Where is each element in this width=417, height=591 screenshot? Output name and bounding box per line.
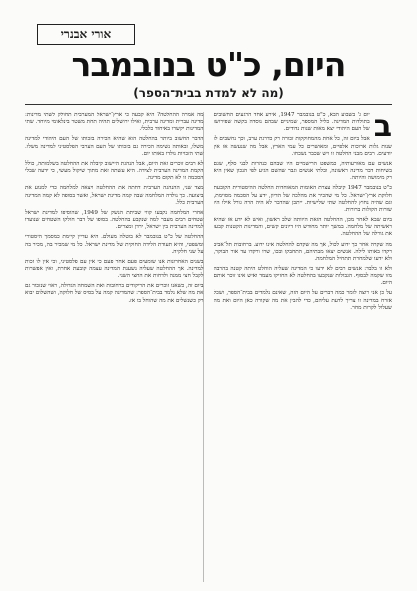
column-left	[25, 112, 204, 582]
article-subtitle: (מה לא למדת בבית־הספר)	[133, 86, 284, 100]
drop-cap: ב	[373, 112, 392, 144]
paragraph: מה שקרה אחר כך ידוע לכול, אך מה שקדם להחלטה אינו ידוע. ברחובות תל־אביב רקדו באותו לילה. אנשים יצאו מבתיהם, התחבקו ובכו, שרו ורקדו עד אור הבוקר, ולא ידעו שלמחרת תתחיל המלחמה.	[213, 241, 392, 262]
author-byline: אורי אבנרי	[37, 24, 135, 45]
paragraph: כ"ט בנובמבר 1947 קיבלה עצרת האומות המאוחדות החלטה ההיסטורית הקובעת חלוקת ארץ־ישראל. כל מי שהכיר את מהלכה של הדיון, ידע על הסכמה מסוימת, וגם שהיה נחוץ להחלטה שתי שלישיות. ייתכן שהדבר לא היה הרה גורל אילו היו שורות הקולות ברורות.	[213, 185, 392, 213]
paragraph: ההחלטה של כ"ט בנובמבר לא בוטלה מעולם. היא עדיין קיימת כמסמך היסטורי ומשפטי, והיא תעודת הלידה החוקית של מדינת ישראל. כל מי שמכיר בה, מכיר בה על שני חלקיה.	[25, 234, 204, 255]
paragraph: אבל ביום זה, כל אחת מהמחוקקות זכורה רק כדרגת ערב, וכך נחשבים לו שנות גלות ארוכות אלפיים, ומאושרים כל עמי הארץ, אבל מה שנעשה אז אין יודעים. רבים מבני החלטה זו ויש שכבר נשכחו.	[213, 136, 392, 157]
headline-rule	[25, 104, 392, 105]
paragraph: לא רבים זוכרים זאת היום, אבל הנהגת היישוב קיבלה את ההחלטה בשלמותה, כולל הקמת המדינה הערבית לצידה. היא עשתה זאת מתוך שיקול מעשי, כי ידעה שבלי הסכמה זו לא תקום מדינה.	[25, 160, 204, 182]
paragraph: יום ג' בשבוע הבא, כ"ט בנובמבר 1947, אירע אחד הרגעים החשובים בתולדות המדינה. כליל המספר, שמיניים שבהם נוסדה בקשה שפירושו של העם היהודי יצא מאות שנות נדודים.	[213, 112, 370, 133]
paragraph: אנשים עם מאורעותיה, כמשפט הרישמיים היו שבהם כנהרות לבני סלף, שגם בשיחות דבר מדינה ראשונה, ובלתי אנשים וגבר שהשם הגיע לפי הנכון שאין היא רק מימושה והיותה.	[213, 160, 392, 182]
paragraph: הדבר החשוב ביותר בהחלטה הוא שהיא הכירה בזכותו של העם היהודי למדינה משלו, ובאותה נשימה הכירה גם בזכותו של העם הערבי הפלסטיני למדינה משלו. שתי הזכויות נולדו באותו יום.	[25, 136, 204, 157]
paragraph: אחרי המלחמה נקבעו קווי שביתת הנשק של 1949, שהוסיפו למדינת ישראל שטחים רבים מעבר למה שנקבע בהחלטה. בסופו של דבר חולקו השטחים שנועדו למדינה הערבית בין ישראל, ירדן ומצרים.	[25, 209, 204, 231]
article-headline: היום, כ"ט בנובמבר	[71, 45, 346, 84]
paragraph: על כן אני רוצה לומר כמה דברים על היום הזה, שאינם נלמדים בבית־הספר, ושכל אזרח במדינה זו צריך לדעת עליהם, כדי להבין את מה שקורה כאן היום ואת מה שעלול לקרות מחר.	[213, 290, 392, 311]
paragraph: ביום שבא לאחר מכן, ההחלטה הזאת היוותה שלב ראשון, ואיש לא ידע אז שהיא ראשיתה של מלחמה. במשך יותר מחודש היו דיונים קשים, והמדינות הקטנות קבעו את גורלה של ההחלטה.	[213, 217, 392, 238]
paragraph: ביום זה, כשאנו זוכרים את הריקודים ברחובות ואת השמחה הגדולה, ראוי שנזכור גם את מה שלא נלמד בבית־הספר: שהמדינה קמה על בסיס של חלוקה, ושהשלום יבוא רק כשנשלים את מה שהוחל בו אז.	[25, 283, 204, 304]
paragraph: מצד שני, ההנהגה הערבית דחתה את ההחלטה ויצאה למלחמה כדי למנוע את ביצועה. כך נולדה המלחמה שבה קמה מדינת ישראל, ואשר בסופה לא קמה המדינה הערבית כלל.	[25, 185, 204, 206]
article-body	[25, 112, 392, 582]
paragraph: בשנים האחרונות אנו שומעים פעם אחר פעם כי אין עם פלסטיני, וכי אין לו זכות למדינה. אך ההחלטה שעליה נשענת המדינה עצמה קובעת אחרת, ואין אפשרות לקבל חצי ממנה ולדחות את החצי השני.	[25, 258, 204, 280]
column-right	[214, 112, 393, 582]
paragraph: מה אמרה ההחלטה? היא קבעה כי ארץ־ישראל המערבית תחולק לשתי מדינות: מדינה עברית ומדינה ערבית, ואילו ירושלים תהיה תחת משטר בינלאומי מיוחד. שתי המדינות יקשרו באיחוד כלכלי.	[25, 112, 204, 133]
paragraph: ולא זו בלבד: אנשים רבים לא ידעו כי המדינה שעליה הוחלט היתה קטנה בהרבה מזו שקמה לבסוף. הגבולות שנקבעו בהחלטה לא החזיקו מעמד ואיש אינו זוכר אותם היום.	[213, 265, 392, 287]
